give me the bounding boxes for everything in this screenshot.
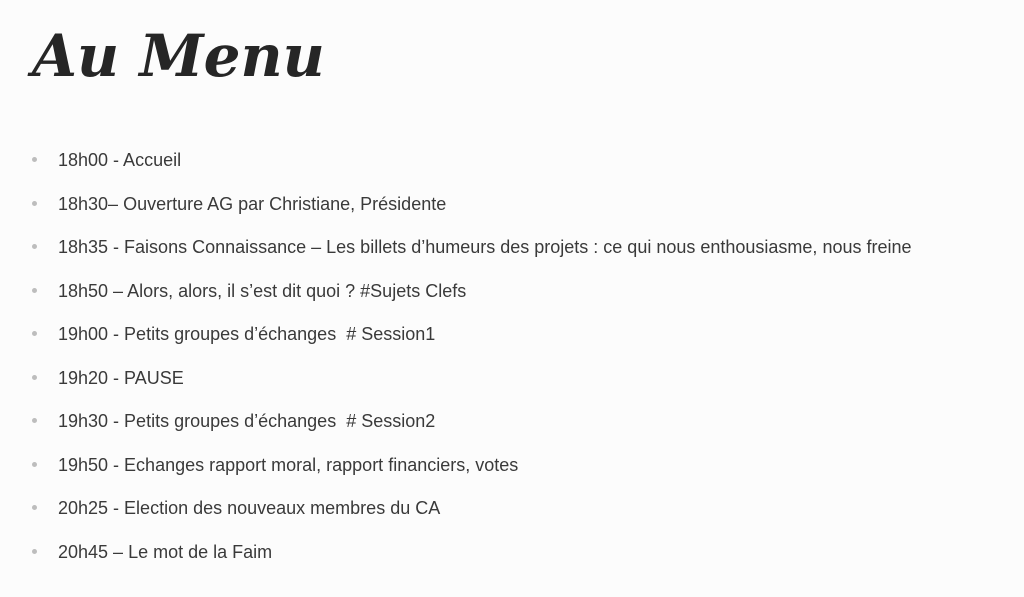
- agenda-item-text: 18h50 – Alors, alors, il s’est dit quoi ? #Sujets Clefs: [58, 280, 467, 301]
- agenda-item: [30, 493, 912, 537]
- bullet-icon: [32, 331, 37, 336]
- bullet-icon: [32, 549, 37, 554]
- agenda-item: [30, 319, 912, 363]
- agenda-item-text: 20h45 – Le mot de la Faim: [58, 541, 273, 562]
- agenda-item-text: 19h50 - Echanges rapport moral, rapport financiers, votes: [58, 454, 519, 475]
- agenda-item-text: 19h30 - Petits groupes d’échanges # Session2: [58, 411, 436, 431]
- bullet-icon: [32, 462, 37, 467]
- bullet-icon: [32, 418, 37, 423]
- bullet-icon: [32, 244, 37, 249]
- agenda-item: [30, 232, 912, 276]
- agenda-item: [30, 450, 912, 494]
- agenda-item: [30, 406, 912, 450]
- agenda-item-text: 18h35 - Faisons Connaissance – Les billets d’humeurs des projets : ce qui nous enthousiasme, nous freine: [58, 237, 912, 257]
- bullet-icon: [32, 375, 37, 380]
- agenda-item: [30, 189, 912, 233]
- bullet-icon: [32, 288, 37, 293]
- agenda-item-text: 19h00 - Petits groupes d’échanges # Session1: [58, 324, 436, 344]
- agenda-item: [30, 363, 912, 407]
- bullet-icon: [32, 505, 37, 510]
- agenda-item-text: 19h20 - PAUSE: [58, 367, 184, 388]
- agenda-item-text: 20h25 - Election des nouveaux membres du CA: [58, 498, 441, 518]
- agenda-list: [30, 145, 912, 580]
- agenda-item: [30, 145, 912, 189]
- bullet-icon: [32, 201, 37, 206]
- bullet-icon: [32, 157, 37, 162]
- agenda-item: [30, 537, 912, 581]
- agenda-item-text: 18h00 - Accueil: [58, 150, 182, 170]
- slide-title: Au Menu: [32, 22, 325, 90]
- agenda-item-text: 18h30– Ouverture AG par Christiane, Présidente: [58, 193, 447, 214]
- agenda-item: [30, 276, 912, 320]
